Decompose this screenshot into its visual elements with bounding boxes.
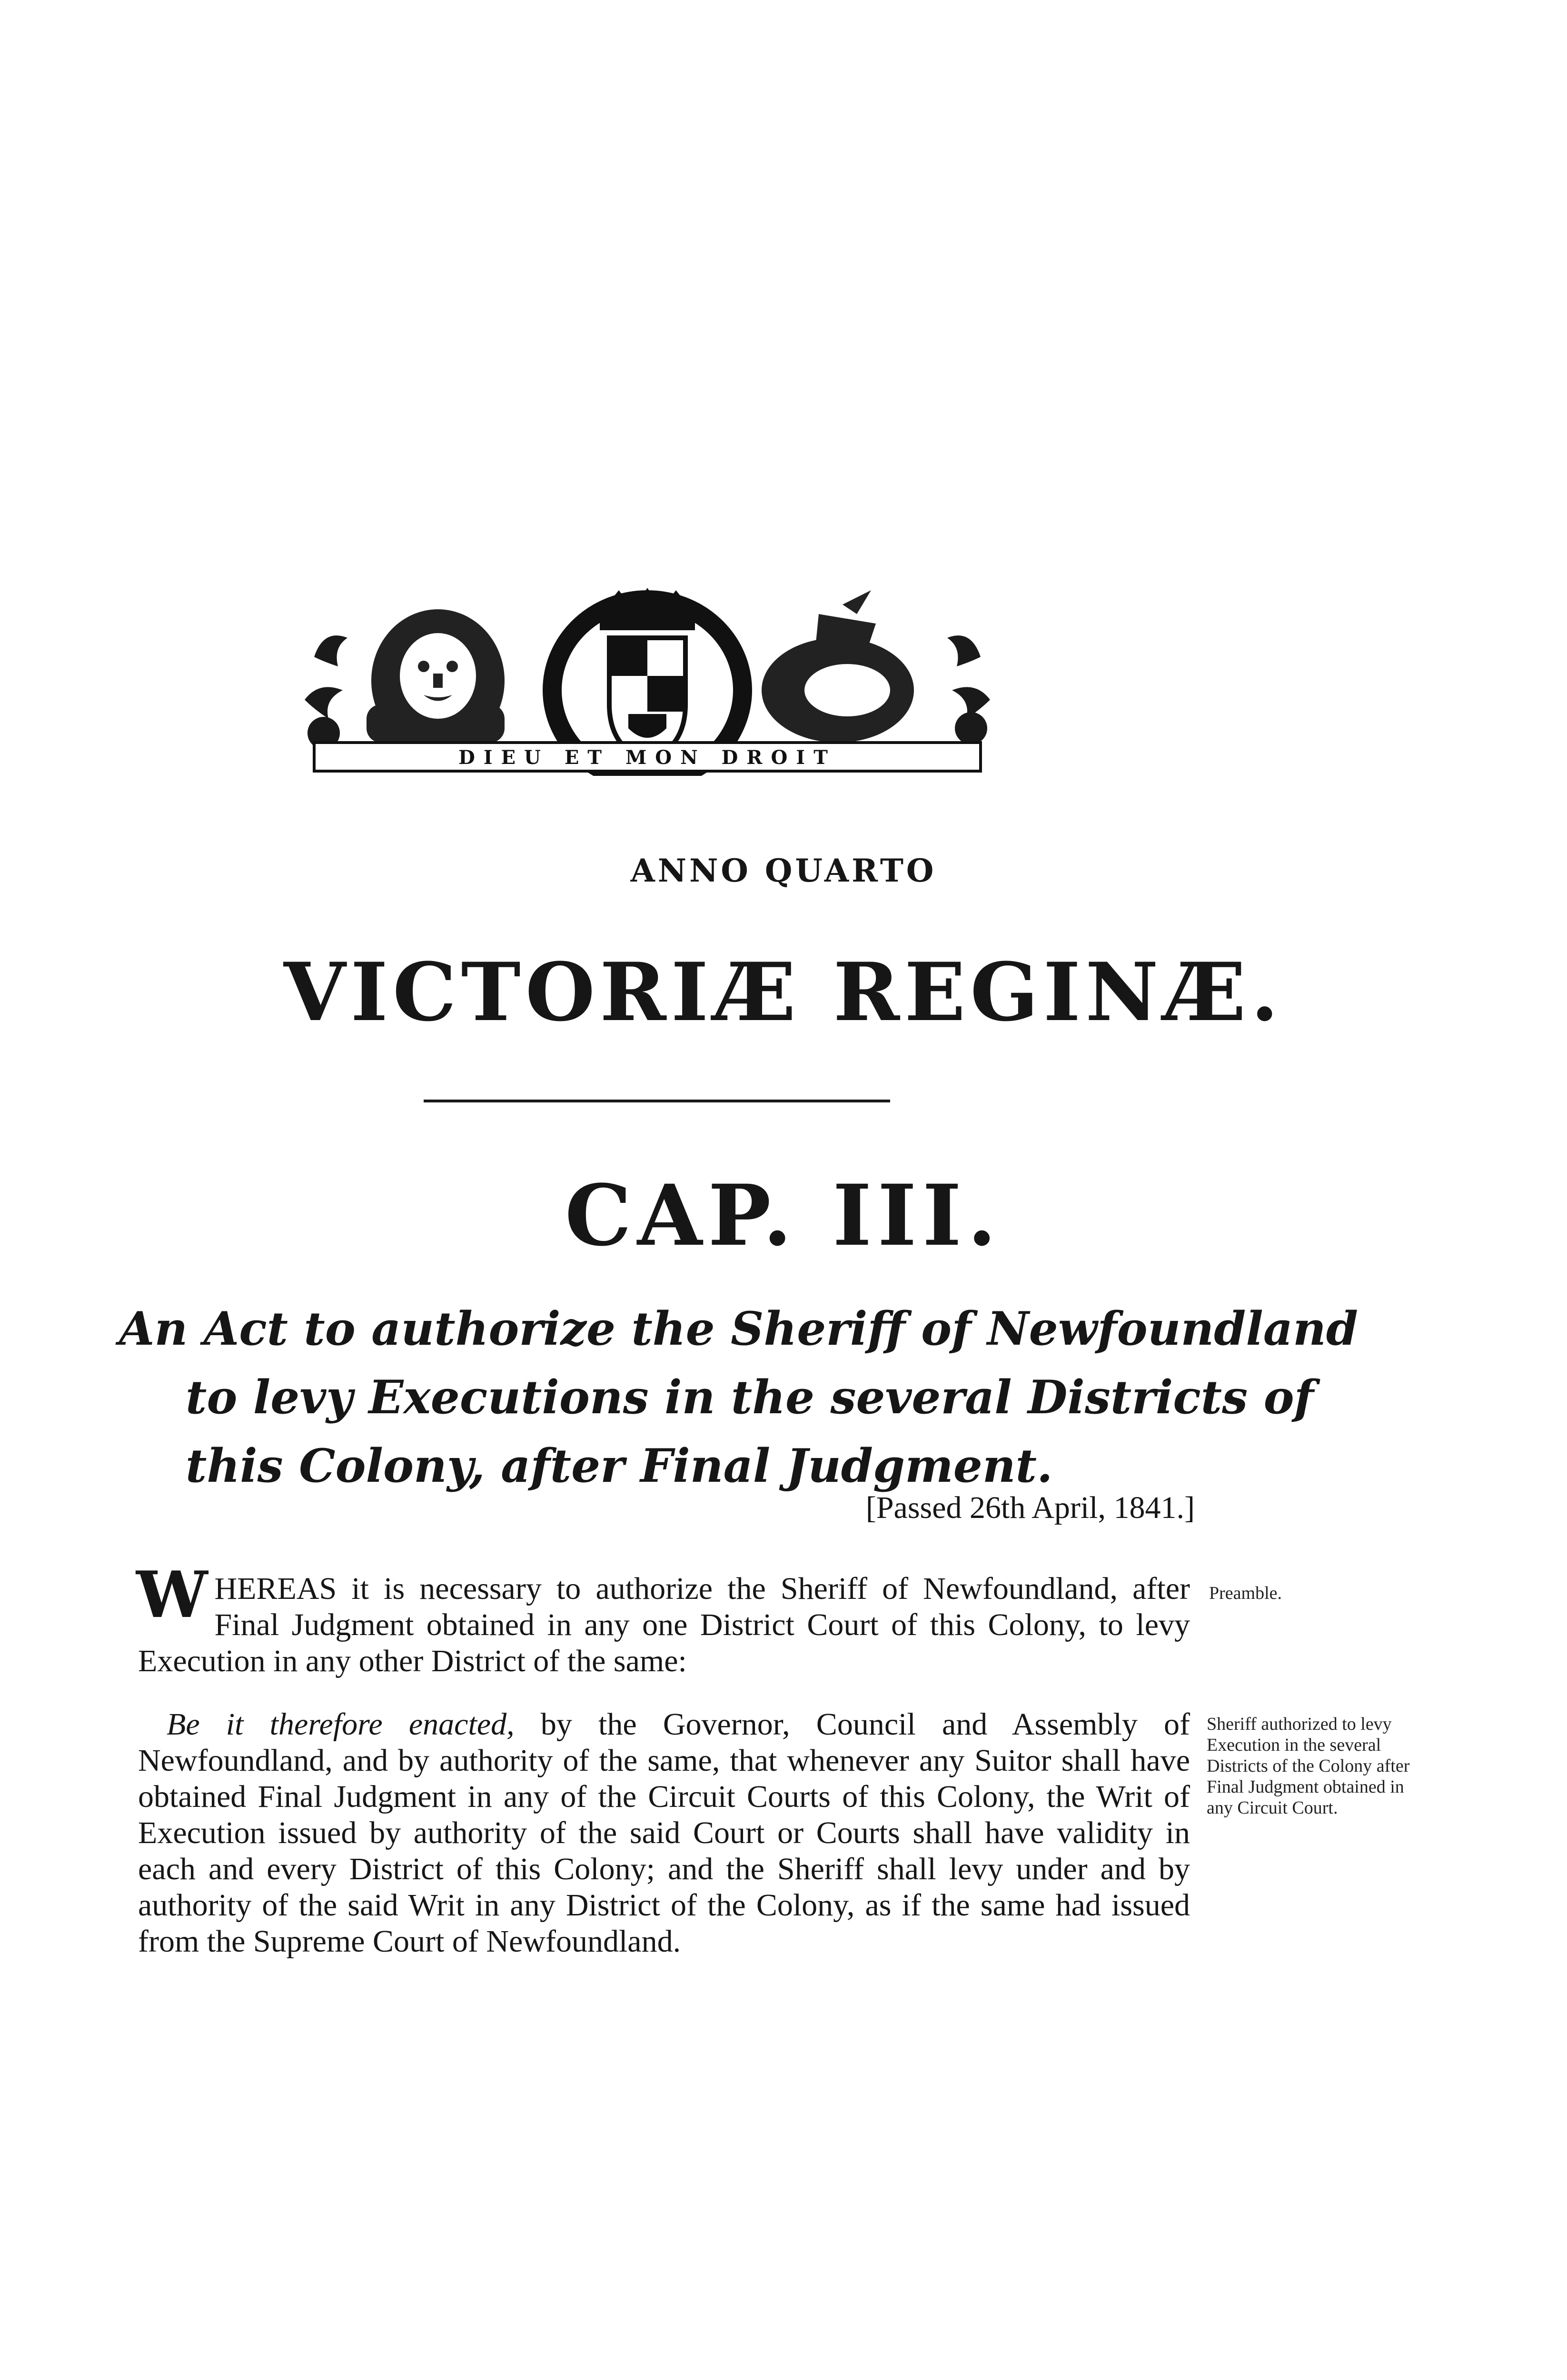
margin-note-preamble: Preamble. (1209, 1583, 1282, 1603)
drop-cap: W (136, 1557, 208, 1632)
enactment-text: by the Governor, Council and Assembly of Newfoundland, and by authority of the same, that whenever any Suitor shall have obtained Final Judgment in any of the Circuit Courts of this Colony, the Writ of Execution issued by authority of the said Court or Courts shall have validity in each and every District of this Colony; and the Sheriff shall levy under and by authority of the said Writ in any District of the Colony, as if the same had issued from the Supreme Court of Newfoundland. (138, 1707, 1190, 1959)
enactment-paragraph (138, 1706, 1190, 1960)
svg-text:DIEU ET MON DROIT: DIEU ET MON DROIT (458, 746, 836, 769)
chapter-heading: CAP. III. (565, 1166, 1002, 1265)
divider (424, 1100, 890, 1102)
enactment-lead: Be it therefore enacted, (167, 1707, 515, 1742)
regnal-title: VICTORIÆ REGINÆ. (284, 945, 1283, 1039)
act-title (119, 1295, 1359, 1500)
act-title-line: this Colony, after Final Judgment. (186, 1439, 1053, 1493)
anno-heading: ANNO QUARTO (630, 852, 937, 889)
act-title-line: to levy Executions in the several Districts of (186, 1370, 1314, 1424)
preamble-text: HEREAS it is necessary to authorize the Sheriff of Newfoundland, after Final Judgment obtained in any one District Court of this Colony, to levy Execution in any other District of the same: (138, 1571, 1190, 1678)
preamble-paragraph (136, 1557, 1190, 1679)
royal-arms-emblem (295, 585, 1000, 776)
act-title-line: An Act to authorize the Sheriff of Newfoundland (119, 1302, 1359, 1356)
margin-note-enactment: Sheriff authorized to levy Execution in the several Districts of the Colony after Final Judgment obtained in any Circuit Court. (1207, 1714, 1410, 1818)
passed-date: [Passed 26th April, 1841.] (865, 1490, 1195, 1525)
